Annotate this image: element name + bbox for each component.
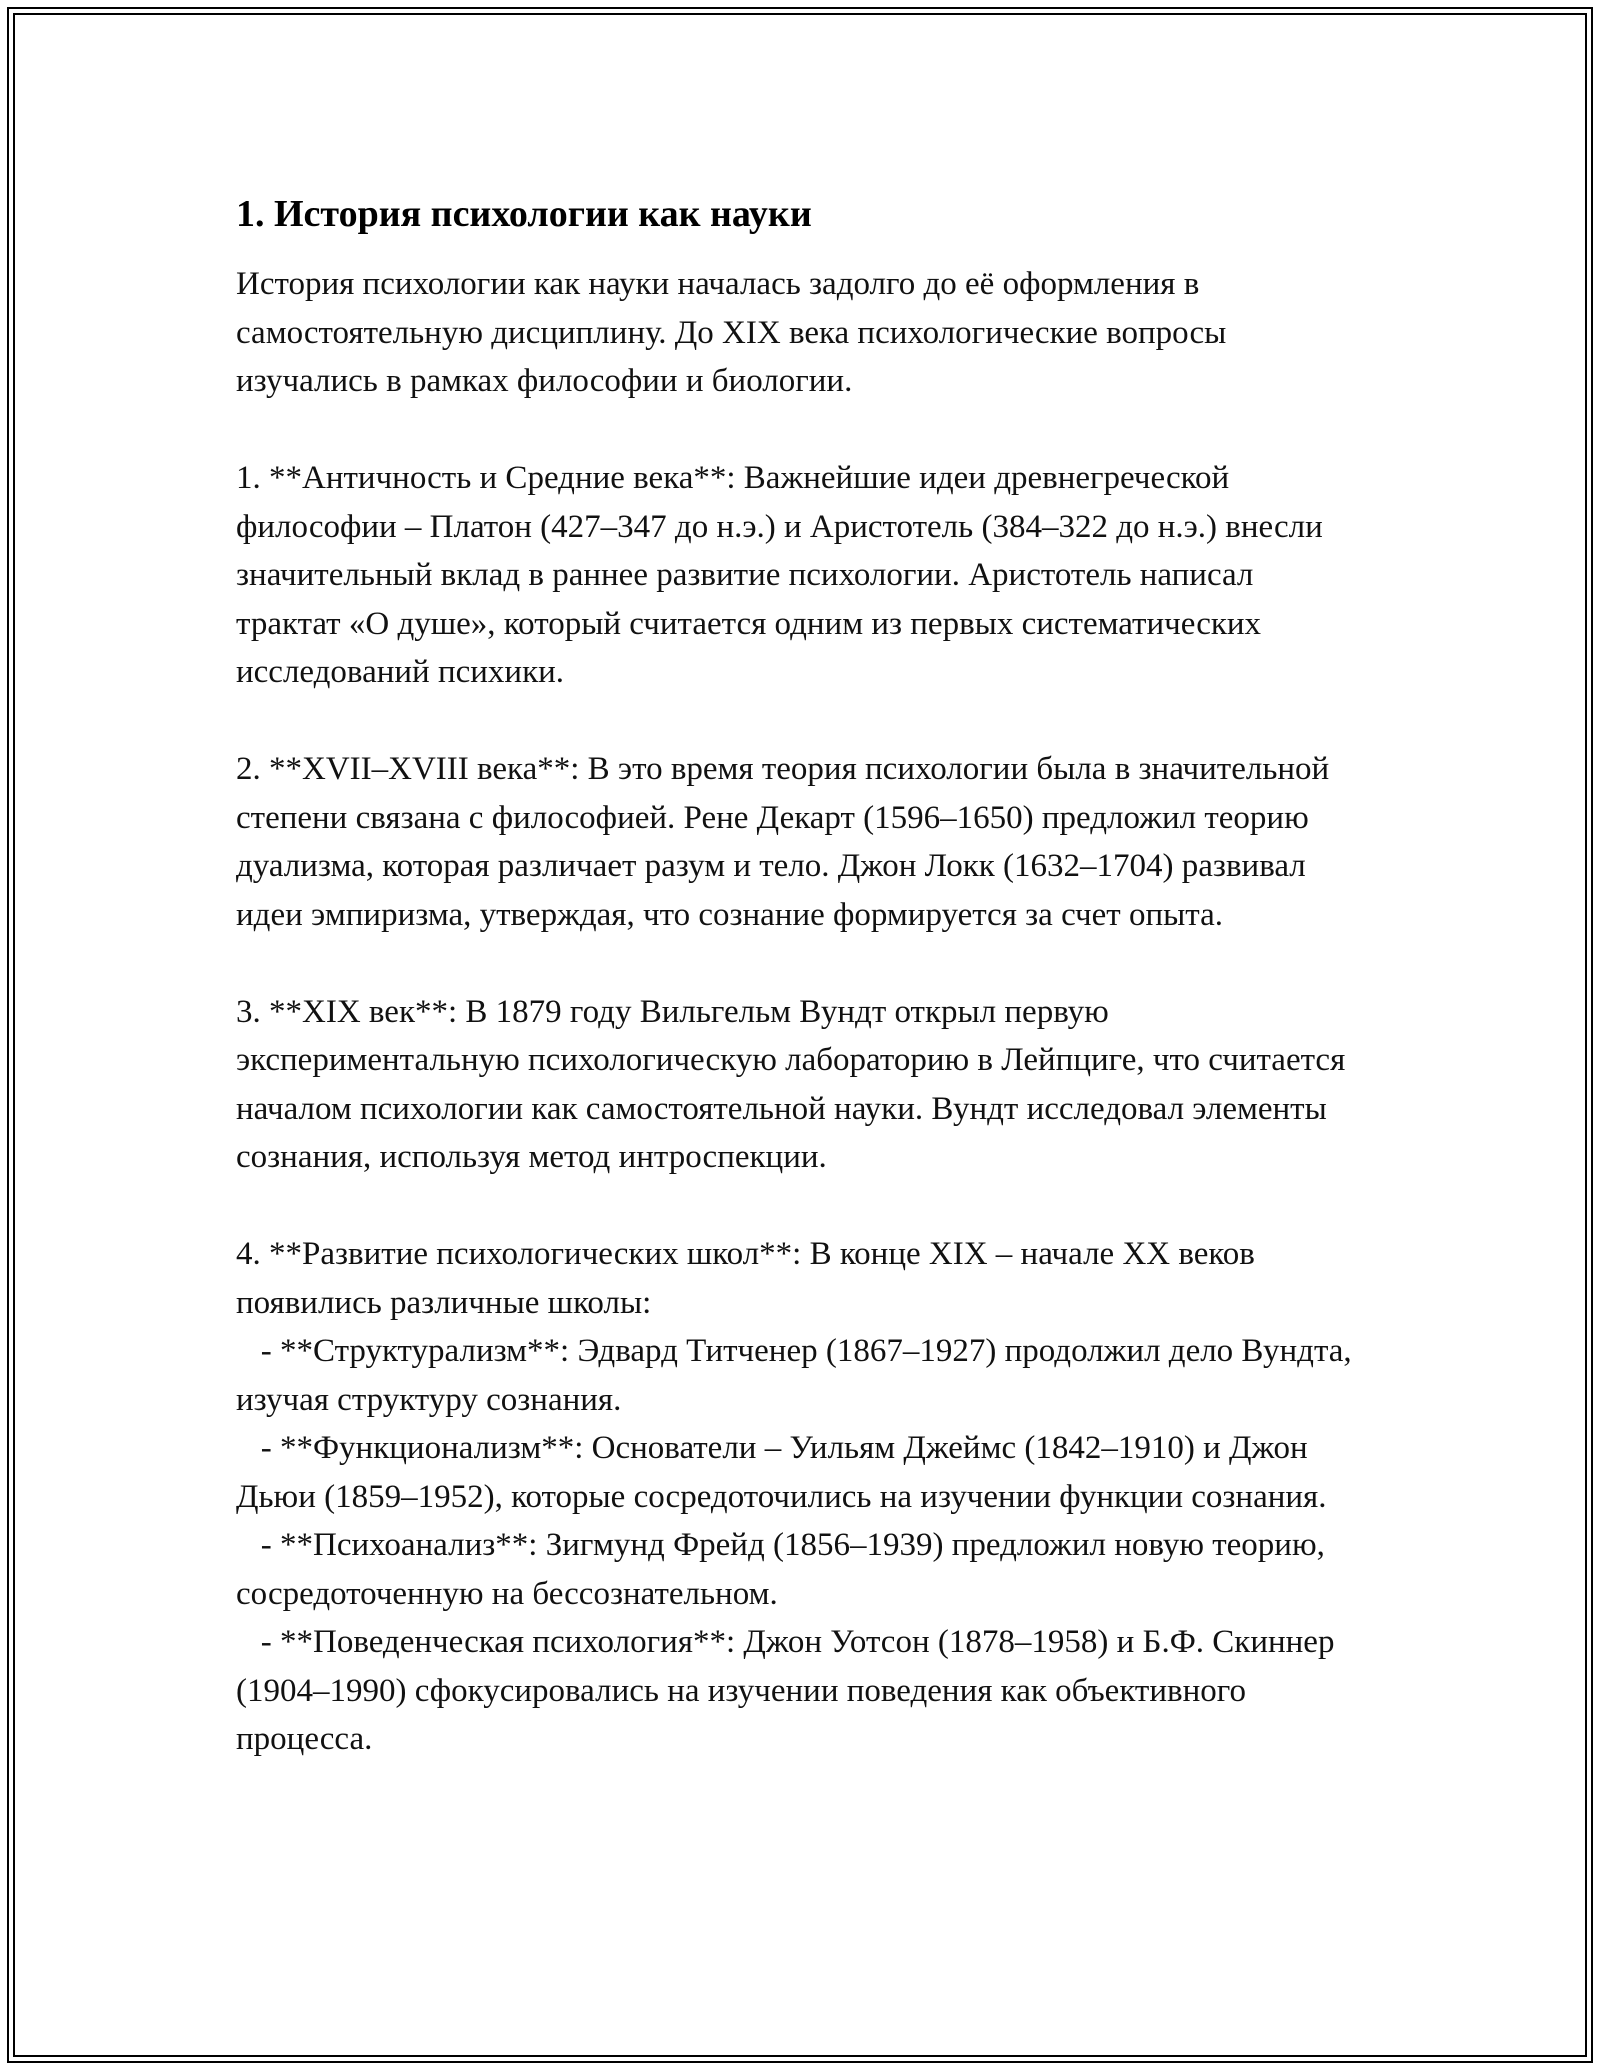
document-content <box>236 190 1364 1764</box>
list-item-19-century: 3. **XIX век**: В 1879 году Вильгельм Вундт открыл первую экспериментальную психологическую лабораторию в Лейпциге, что считается началом психологии как самостоятельной науки. Вундт исследовал элементы сознания, используя метод интроспекции. <box>236 993 1346 1175</box>
subitem-structuralism: - **Структурализм**: Эдвард Титченер (1867–1927) продолжил дело Вундта, изучая структуру сознания. <box>236 1333 1360 1418</box>
subitem-behaviorism: - **Поведенческая психология**: Джон Уотсон (1878–1958) и Б.Ф. Скиннер (1904–1990) сфокусировались на изучении поведения как объективного процесса. <box>236 1624 1343 1757</box>
list-item-17-18-centuries: 2. **XVII–XVIII века**: В это время теория психологии была в значительной степени связана с философией. Рене Декарт (1596–1650) предложил теорию дуализма, которая различает разум и тело. Джон Локк (1632–1704) развивал идеи эмпиризма, утверждая, что сознание формируется за счет опыта. <box>236 751 1330 933</box>
list-item-schools: 4. **Развитие психологических школ**: В конце XIX – начале XX веков появились различные школы: <box>236 1236 1255 1321</box>
subitem-psychoanalysis: - **Психоанализ**: Зигмунд Фрейд (1856–1939) предложил новую теорию, сосредоточенную на бессознательном. <box>236 1527 1334 1612</box>
section-heading: 1. История психологии как науки <box>236 193 812 235</box>
intro-paragraph: История психологии как науки началась задолго до её оформления в самостоятельную дисциплину. До XIX века психологические вопросы изучались в рамках философии и биологии. <box>236 266 1227 399</box>
list-item-antiquity: 1. **Античность и Средние века**: Важнейшие идеи древнегреческой философии – Платон (427–347 до н.э.) и Аристотель (384–322 до н.э.) внесли значительный вклад в раннее развитие психологии. Аристотель написал трактат «О душе», который считается одним из первых систематических исследований психики. <box>236 460 1323 690</box>
subitem-functionalism: - **Функционализм**: Основатели – Уильям Джеймс (1842–1910) и Джон Дьюи (1859–1952), которые сосредоточились на изучении функции сознания. <box>236 1430 1327 1515</box>
